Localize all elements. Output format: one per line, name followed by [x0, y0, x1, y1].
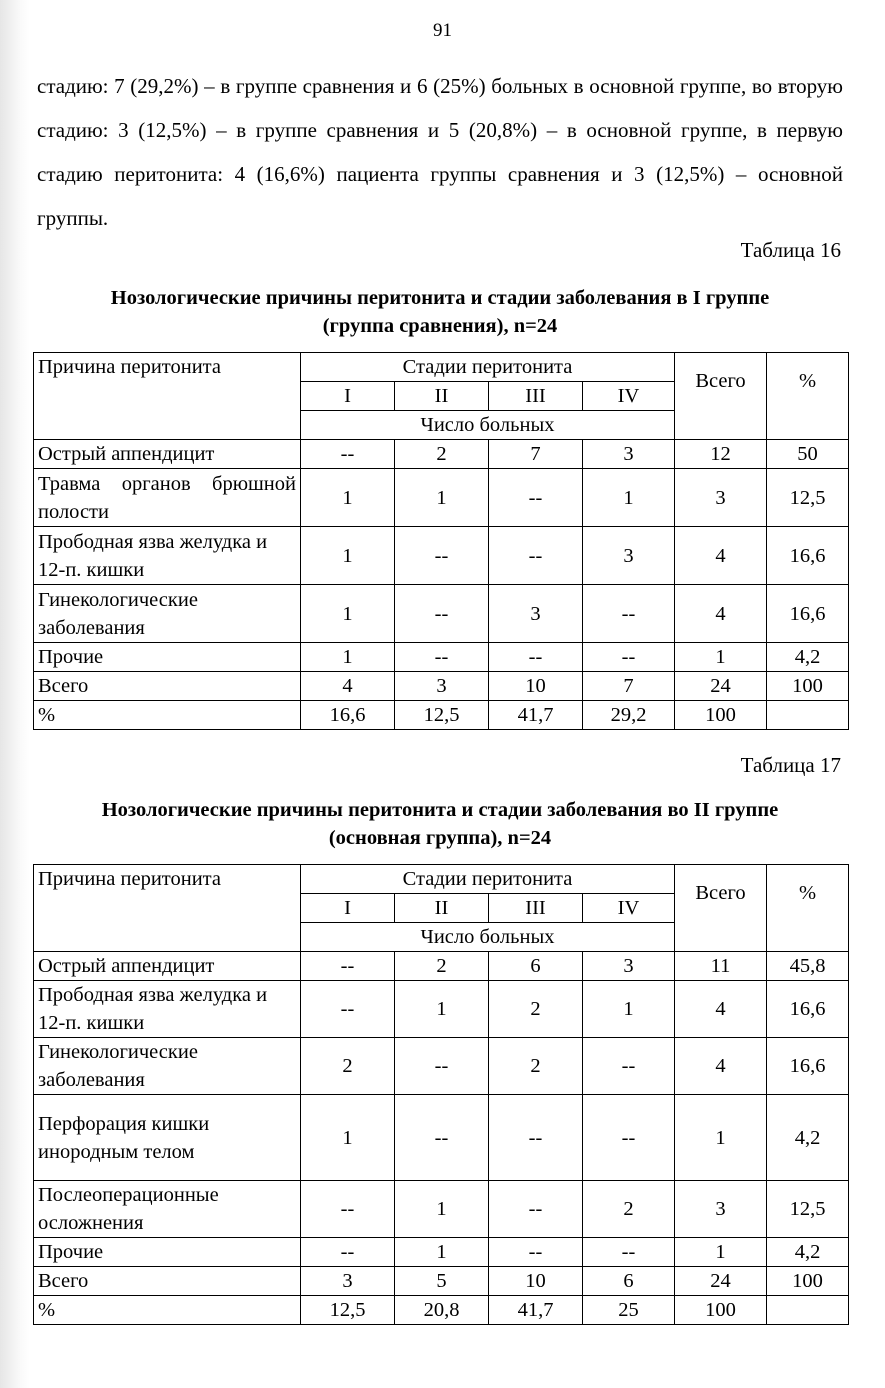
row-stage-3: 41,7: [489, 1296, 583, 1325]
row-stage-4: 7: [583, 672, 675, 701]
body-paragraph: стадию: 7 (29,2%) – в группе сравнения и 6 (25%) больных в основной группе, во вторую стадию: 3 (12,5%) – в группе сравнения и 5 (20,8%) – в основной группе, в первую стадию перитонита: 4 (16,6%) пациента группы сравнения и 3 (12,5%) – основной группы.: [37, 74, 843, 230]
row-stage-2: 1: [395, 469, 489, 527]
header-percent: %: [767, 865, 849, 952]
row-percent: 16,6: [767, 527, 849, 585]
header-patients: Число больных: [301, 411, 675, 440]
row-stage-2: 1: [395, 1238, 489, 1267]
row-cause: Перфорация кишки инородным телом: [34, 1095, 301, 1181]
header-stage-2: II: [395, 382, 489, 411]
row-stage-4: --: [583, 1038, 675, 1095]
header-stage-3: III: [489, 382, 583, 411]
header-stage-2: II: [395, 894, 489, 923]
header-percent: %: [767, 353, 849, 440]
row-percent: [767, 1296, 849, 1325]
table-row: [34, 1181, 849, 1238]
row-stage-2: 12,5: [395, 701, 489, 730]
row-stage-3: --: [489, 643, 583, 672]
row-stage-2: 2: [395, 440, 489, 469]
header-cause: Причина перитонита: [34, 865, 301, 952]
table-row: [34, 1238, 849, 1267]
row-stage-2: --: [395, 643, 489, 672]
row-stage-3: 10: [489, 1267, 583, 1296]
row-percent: 50: [767, 440, 849, 469]
row-percent: 100: [767, 1267, 849, 1296]
row-total: 12: [675, 440, 767, 469]
row-stage-2: 1: [395, 981, 489, 1038]
row-stage-1: 3: [301, 1267, 395, 1296]
row-total: 3: [675, 1181, 767, 1238]
header-stages: Стадии перитонита: [301, 865, 675, 894]
table-row: [34, 981, 849, 1038]
table17-title-line2: (основная группа), n=24: [328, 827, 552, 849]
row-total: 1: [675, 1095, 767, 1181]
row-percent: 4,2: [767, 643, 849, 672]
row-total: 1: [675, 1238, 767, 1267]
row-stage-4: 1: [583, 469, 675, 527]
row-total: 4: [675, 981, 767, 1038]
row-percent: 12,5: [767, 469, 849, 527]
row-stage-2: --: [395, 1038, 489, 1095]
table16-title: [37, 284, 843, 340]
row-total: 100: [675, 1296, 767, 1325]
row-cause: Гинекологические заболевания: [34, 585, 301, 643]
row-cause: Прочие: [34, 643, 301, 672]
row-stage-1: --: [301, 981, 395, 1038]
row-percent: 100: [767, 672, 849, 701]
table-row: [34, 1095, 849, 1181]
row-total: 100: [675, 701, 767, 730]
table-row: [34, 1267, 849, 1296]
row-total: 4: [675, 527, 767, 585]
row-cause: Всего: [34, 1267, 301, 1296]
header-stage-1: I: [301, 894, 395, 923]
row-total: 4: [675, 585, 767, 643]
header-total: Всего: [675, 353, 767, 440]
row-total: 1: [675, 643, 767, 672]
row-stage-3: 3: [489, 585, 583, 643]
row-percent: 12,5: [767, 1181, 849, 1238]
row-stage-2: 20,8: [395, 1296, 489, 1325]
header-patients: Число больных: [301, 923, 675, 952]
row-stage-4: 3: [583, 440, 675, 469]
row-stage-2: 3: [395, 672, 489, 701]
table-row: [34, 440, 849, 469]
table16-label: Таблица 16: [740, 238, 841, 262]
row-stage-4: 2: [583, 1181, 675, 1238]
row-percent: 4,2: [767, 1095, 849, 1181]
scan-edge-shadow: [0, 0, 30, 1388]
table16-title-line1: Нозологические причины перитонита и стадии заболевания в I группе: [110, 287, 770, 309]
row-cause: Прочие: [34, 1238, 301, 1267]
row-stage-4: 3: [583, 952, 675, 981]
row-percent: 16,6: [767, 981, 849, 1038]
row-stage-4: --: [583, 585, 675, 643]
row-stage-1: --: [301, 1181, 395, 1238]
row-stage-3: 41,7: [489, 701, 583, 730]
row-stage-1: 1: [301, 527, 395, 585]
row-stage-3: 6: [489, 952, 583, 981]
row-stage-4: --: [583, 1238, 675, 1267]
row-cause: Всего: [34, 672, 301, 701]
row-stage-3: --: [489, 527, 583, 585]
table17-label: Таблица 17: [740, 753, 841, 777]
table-row: [34, 585, 849, 643]
row-total: 11: [675, 952, 767, 981]
row-stage-2: 5: [395, 1267, 489, 1296]
row-stage-1: 1: [301, 585, 395, 643]
table-row: [34, 1038, 849, 1095]
row-percent: 16,6: [767, 585, 849, 643]
row-total: 3: [675, 469, 767, 527]
row-percent: 45,8: [767, 952, 849, 981]
table16: [33, 352, 849, 730]
row-stage-3: --: [489, 469, 583, 527]
table17: [33, 864, 849, 1325]
row-cause: Послеоперационные осложнения: [34, 1181, 301, 1238]
row-stage-3: --: [489, 1181, 583, 1238]
row-stage-1: --: [301, 1238, 395, 1267]
header-stage-1: I: [301, 382, 395, 411]
row-cause: Прободная язва желудка и 12-п. кишки: [34, 981, 301, 1038]
row-stage-1: 16,6: [301, 701, 395, 730]
header-stages: Стадии перитонита: [301, 353, 675, 382]
row-total: 4: [675, 1038, 767, 1095]
row-cause: [34, 469, 301, 527]
table17-title-line1: Нозологические причины перитонита и стадии заболевания во II группе: [101, 799, 779, 821]
row-stage-1: --: [301, 952, 395, 981]
header-stage-4: IV: [583, 894, 675, 923]
row-stage-2: 2: [395, 952, 489, 981]
row-stage-4: 29,2: [583, 701, 675, 730]
table-row: [34, 469, 849, 527]
row-stage-4: --: [583, 1095, 675, 1181]
table16-title-line2: (группа сравнения), n=24: [322, 315, 558, 337]
row-stage-1: 2: [301, 1038, 395, 1095]
row-cause: Острый аппендицит: [34, 440, 301, 469]
table17-title: [37, 796, 843, 852]
row-percent: [767, 701, 849, 730]
row-stage-2: --: [395, 527, 489, 585]
row-cause: %: [34, 1296, 301, 1325]
header-stage-4: IV: [583, 382, 675, 411]
page-number: 91: [433, 20, 452, 41]
row-stage-2: --: [395, 585, 489, 643]
table-row: [34, 952, 849, 981]
row-stage-1: 1: [301, 1095, 395, 1181]
row-stage-4: 3: [583, 527, 675, 585]
table-row: [34, 701, 849, 730]
row-stage-3: --: [489, 1095, 583, 1181]
table-row: [34, 643, 849, 672]
row-stage-3: --: [489, 1238, 583, 1267]
header-total: Всего: [675, 865, 767, 952]
row-stage-2: --: [395, 1095, 489, 1181]
table-row: [34, 527, 849, 585]
row-cause: Острый аппендицит: [34, 952, 301, 981]
row-percent: 16,6: [767, 1038, 849, 1095]
row-stage-3: 7: [489, 440, 583, 469]
row-cause: Прободная язва желудка и 12-п. кишки: [34, 527, 301, 585]
row-stage-2: 1: [395, 1181, 489, 1238]
row-stage-4: 6: [583, 1267, 675, 1296]
row-cause: Травма органов брюшной полости: [38, 472, 296, 523]
row-stage-3: 2: [489, 981, 583, 1038]
row-stage-4: 25: [583, 1296, 675, 1325]
row-stage-1: 4: [301, 672, 395, 701]
row-stage-3: 10: [489, 672, 583, 701]
row-stage-1: 1: [301, 469, 395, 527]
row-cause: Гинекологические заболевания: [34, 1038, 301, 1095]
row-percent: 4,2: [767, 1238, 849, 1267]
header-cause: Причина перитонита: [34, 353, 301, 440]
table-row: [34, 672, 849, 701]
row-cause: %: [34, 701, 301, 730]
row-stage-4: --: [583, 643, 675, 672]
row-stage-4: 1: [583, 981, 675, 1038]
row-stage-1: --: [301, 440, 395, 469]
row-total: 24: [675, 672, 767, 701]
row-stage-1: 12,5: [301, 1296, 395, 1325]
row-stage-3: 2: [489, 1038, 583, 1095]
row-total: 24: [675, 1267, 767, 1296]
header-stage-3: III: [489, 894, 583, 923]
table-row: [34, 1296, 849, 1325]
row-stage-1: 1: [301, 643, 395, 672]
